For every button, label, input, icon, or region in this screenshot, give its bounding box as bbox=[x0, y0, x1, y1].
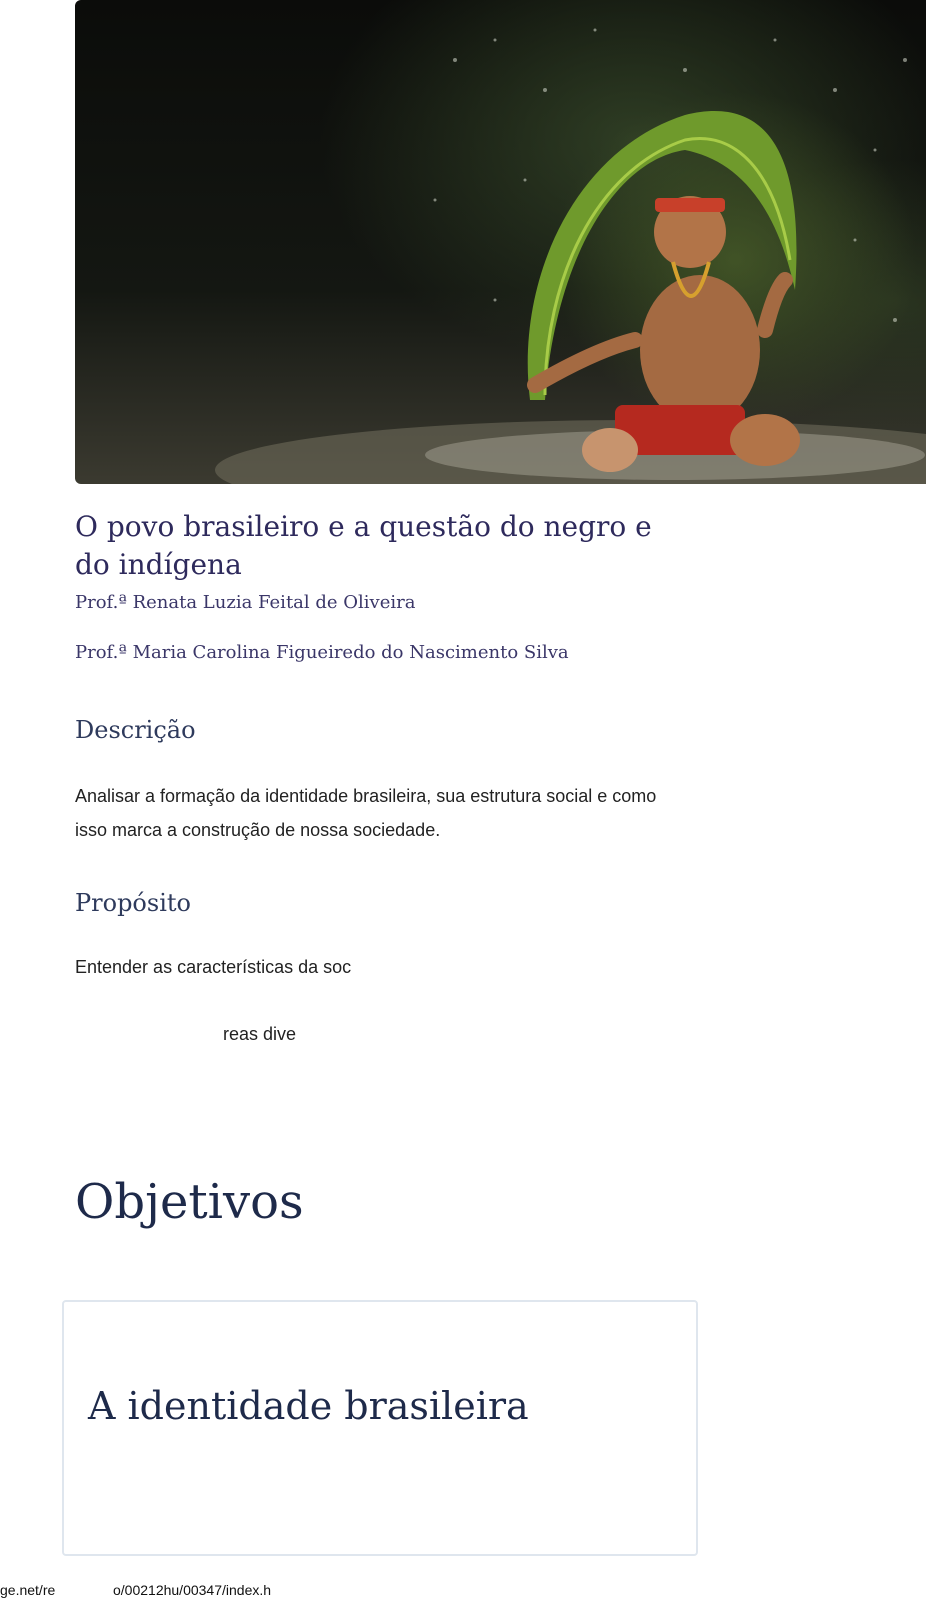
objective-card-title: A identidade brasileira bbox=[88, 1384, 529, 1428]
purpose-heading: Propósito bbox=[75, 889, 191, 917]
description-heading: Descrição bbox=[75, 716, 196, 744]
description-text: Analisar a formação da identidade brasileira, sua estrutura social e como isso marca a construção de nossa sociedade. bbox=[75, 786, 657, 840]
footer-url-part2: o/00212hu/00347/index.h bbox=[113, 1582, 272, 1598]
objectives-heading: Objetivos bbox=[75, 1174, 304, 1230]
page-title: O povo brasileiro e a questão do negro e do indígena bbox=[75, 510, 652, 581]
water-spray bbox=[434, 29, 908, 323]
purpose-text-part2: reas dive bbox=[223, 1024, 297, 1044]
author-2: Prof.ª Maria Carolina Figueiredo do Nascimento Silva bbox=[75, 642, 569, 663]
hero-image bbox=[75, 0, 926, 484]
footer-url-part1: ge.net/re bbox=[0, 1582, 56, 1598]
hero-illustration bbox=[75, 0, 926, 484]
purpose-text-part1: Entender as características da soc bbox=[75, 957, 352, 977]
objective-card[interactable] bbox=[62, 1300, 698, 1556]
author-1: Prof.ª Renata Luzia Feital de Oliveira bbox=[75, 592, 416, 613]
